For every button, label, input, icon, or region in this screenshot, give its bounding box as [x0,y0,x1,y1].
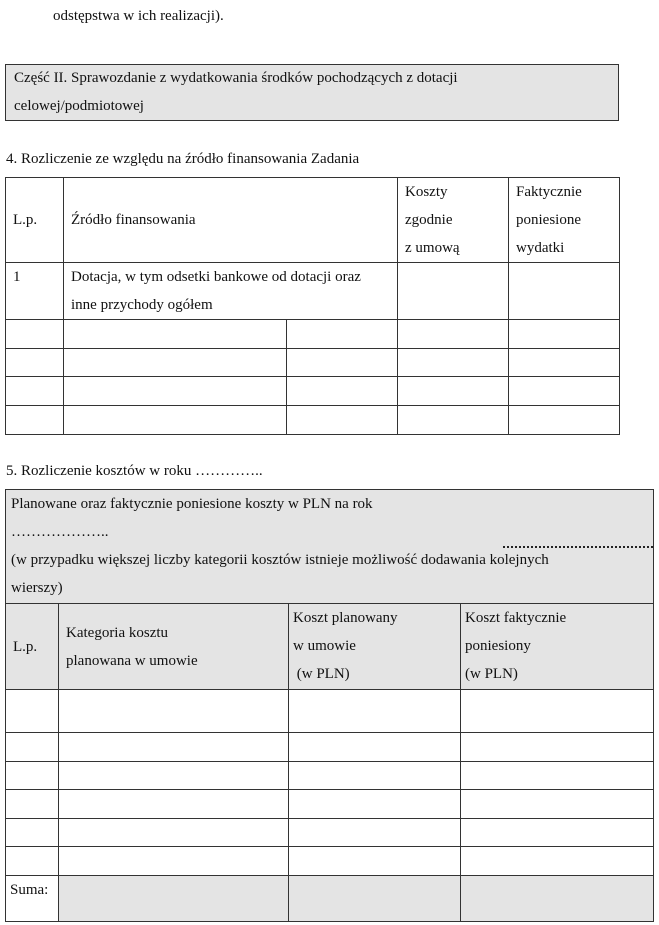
s5-col-planned [289,604,461,690]
s4-col-costs-l3: z umową [405,240,460,256]
table-cell[interactable] [287,349,398,377]
part2-title-line2: celowej/podmiotowej [14,98,144,114]
s5-col-actual-l1: Koszt faktycznie [465,610,567,626]
table-cell[interactable] [461,819,654,847]
table-row [6,263,620,320]
section4-header-row [6,178,620,263]
table-cell[interactable] [6,349,64,377]
table-cell[interactable] [64,349,287,377]
s5-header-l1: Planowane oraz faktycznie poniesione koszty w PLN na rok [11,496,373,512]
s5-col-category-l2: planowana w umowie [66,652,198,669]
table-cell[interactable] [6,790,59,819]
table-cell[interactable] [509,377,620,406]
table-cell[interactable] [6,406,64,435]
table-cell[interactable] [64,320,287,349]
table-row [6,690,654,733]
table-cell[interactable] [6,320,64,349]
s5-col-actual-l3: (w PLN) [465,666,518,682]
table-cell[interactable] [59,690,289,733]
s5-col-planned-l2: w umowie [293,638,356,654]
section5-column-header-row [6,604,654,690]
table-row [6,349,620,377]
table-cell[interactable] [509,406,620,435]
section5-table [5,489,654,922]
table-cell[interactable] [6,762,59,790]
s5-sum-actual-cell[interactable] [461,876,654,922]
s4-col-costs [398,178,509,263]
sum-row [6,876,654,922]
table-cell[interactable] [64,406,287,435]
section4-table [5,177,620,435]
table-cell[interactable] [461,790,654,819]
s4-col-actual-l3: wydatki [516,240,565,256]
table-cell[interactable] [59,847,289,876]
section5-heading: 5. Rozliczenie kosztów w roku ………….. [6,463,263,479]
table-row [6,377,620,406]
table-cell[interactable] [289,733,461,762]
table-cell[interactable] [6,377,64,406]
table-row [6,762,654,790]
s5-sum-category-cell [59,876,289,922]
table-cell[interactable] [461,762,654,790]
part2-title-box [5,64,619,121]
dotted-separator [503,546,653,548]
table-cell[interactable] [289,847,461,876]
s4-row1-source-l2: inne przychody ogółem [71,297,213,313]
table-cell[interactable] [509,349,620,377]
table-cell[interactable] [398,320,509,349]
table-cell[interactable] [59,790,289,819]
s4-row1-lp: 1 [6,263,64,320]
table-cell[interactable] [289,762,461,790]
table-cell[interactable] [59,819,289,847]
s4-col-costs-l2: zgodnie [405,212,453,228]
s5-col-category-l1: Kategoria kosztu [66,624,169,641]
intro-continuation: odstępstwa w ich realizacji). [53,8,224,24]
table-cell[interactable] [461,847,654,876]
table-cell[interactable] [398,406,509,435]
table-cell[interactable] [6,847,59,876]
table-row [6,819,654,847]
table-cell[interactable] [6,690,59,733]
table-cell[interactable] [6,733,59,762]
s5-col-planned-l3: (w PLN) [293,666,350,682]
s4-col-actual [509,178,620,263]
table-row [6,790,654,819]
table-row [6,847,654,876]
table-cell[interactable] [398,349,509,377]
s5-sum-planned-cell[interactable] [289,876,461,922]
table-cell[interactable] [64,377,287,406]
table-row [6,320,620,349]
s4-col-actual-l2: poniesione [516,212,581,228]
table-row [6,406,620,435]
table-cell[interactable] [6,819,59,847]
s5-col-planned-l1: Koszt planowany [293,610,398,626]
table-cell[interactable] [289,819,461,847]
s5-header-l2: ……………….. [11,524,109,540]
s4-col-costs-l1: Koszty [405,184,448,200]
table-cell[interactable] [289,690,461,733]
part2-title-line1: Część II. Sprawozdanie z wydatkowania środków pochodzących z dotacji [14,70,458,86]
table-cell[interactable] [287,320,398,349]
table-cell[interactable] [461,690,654,733]
s4-row1-source-l1: Dotacja, w tym odsetki bankowe od dotacji oraz [71,269,361,285]
table-cell[interactable] [287,406,398,435]
s4-col-lp: L.p. [6,178,64,263]
s5-sum-label: Suma: [6,876,59,922]
s4-row1-source [64,263,398,320]
table-cell[interactable] [509,320,620,349]
s5-col-lp: L.p. [6,604,59,690]
table-cell[interactable] [287,377,398,406]
s5-col-category [59,604,289,690]
s4-col-actual-l1: Faktycznie [516,184,582,200]
s5-header-l4: wierszy) [11,580,63,596]
s4-row1-costs-cell[interactable] [398,263,509,320]
s5-header-l3: (w przypadku większej liczby kategorii kosztów istnieje możliwość dodawania kolejnych [11,552,549,568]
table-cell[interactable] [289,790,461,819]
section4-heading: 4. Rozliczenie ze względu na źródło finansowania Zadania [6,151,360,167]
table-cell[interactable] [59,762,289,790]
table-cell[interactable] [398,377,509,406]
s4-col-source: Źródło finansowania [64,178,398,263]
s4-row1-actual-cell[interactable] [509,263,620,320]
s5-col-actual [461,604,654,690]
table-cell[interactable] [59,733,289,762]
s5-col-actual-l2: poniesiony [465,638,531,654]
table-cell[interactable] [461,733,654,762]
table-row [6,733,654,762]
